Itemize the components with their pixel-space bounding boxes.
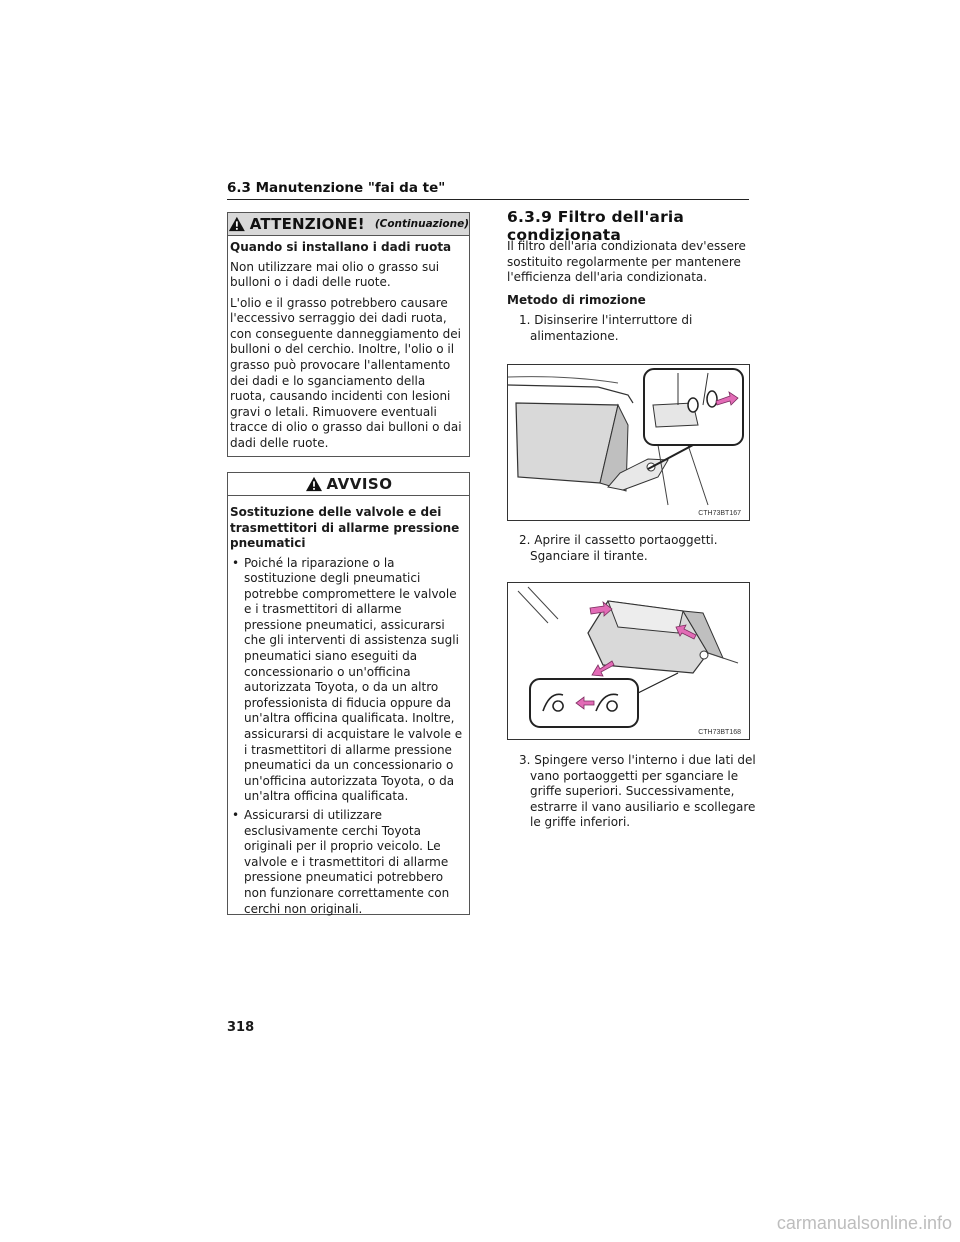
notice-bullet-list [230, 556, 463, 918]
section-header: 6.3 Manutenzione "fai da te" [227, 180, 446, 196]
caution-continued: (Continuazione) [374, 218, 469, 230]
step-1: 1. Disinserire l'interruttore di alimentazione. [519, 313, 693, 343]
figure-code: CTH73BT167 [698, 510, 741, 517]
figure-code: CTH73BT168 [698, 729, 741, 736]
caution-title: ATTENZIONE! [249, 215, 365, 233]
notice-title: AVVISO [326, 475, 393, 493]
page-number: 318 [227, 1020, 255, 1035]
warning-triangle-icon [305, 476, 323, 492]
caution-paragraph-1: Non utilizzare mai olio o grasso sui bulloni o i dadi delle ruote. [230, 259, 440, 290]
caution-header [228, 213, 469, 236]
method-heading: Metodo di rimozione [507, 293, 646, 307]
warning-triangle-icon [228, 216, 246, 232]
bullet-marker: • [232, 808, 240, 822]
right-heading: 6.3.9 Filtro dell'aria condizionata [507, 208, 685, 244]
notice-bullet-2: Assicurarsi di utilizzare esclusivamente cerchi Toyota originali per il proprio veicolo. Le valvole e i trasmettitori di allarme pressione pneumatici potrebbero non funzionare correttamente con cerchi non originali. [244, 808, 450, 916]
bullet-marker: • [232, 555, 240, 570]
notice-bullet-1: Poiché la riparazione o la sostituzione degli pneumatici potrebbe compromettere le valvole e i trasmettitori di allarme pressione pneumatici, assicurarsi che gli interventi di assistenza sugli pneumatici siano eseguiti da concessionario o un'officina autorizzata Toyota, o da un altro professionista di fiducia oppure da un'altra officina qualificata. Inoltre, assicurarsi di acquistare le valvole e i trasmettitori di allarme pressione pneumatici da un concessionario o un'officina autorizzata Toyota, o da un'altra officina qualificata. [244, 555, 463, 804]
step-3: 3. Spingere verso l'interno i due lati del vano portaoggetti per sganciare le griffe superiori. Successivamente, estrarre il vano ausiliario e scollegare le griffe inferiori. [519, 753, 756, 830]
notice-box [227, 472, 470, 915]
list-item [230, 808, 463, 917]
caution-subheading: Quando si installano i dadi ruota [230, 240, 452, 254]
figure-glovebox-switch [507, 364, 750, 521]
figure-glovebox-open [507, 582, 750, 740]
caution-box [227, 212, 470, 457]
notice-subheading: Sostituzione delle valvole e dei trasmettitori di allarme pressione pneumatici [230, 505, 460, 550]
step-2: 2. Aprire il cassetto portaoggetti. Sganciare il tirante. [519, 533, 718, 563]
glovebox-illustration [508, 365, 749, 520]
notice-header [228, 473, 469, 496]
list-item [230, 556, 463, 806]
section-rule [227, 199, 749, 200]
intro-paragraph: Il filtro dell'aria condizionata dev'essere sostituito regolarmente per mantenere l'efficienza dell'aria condizionata. [507, 239, 746, 285]
caution-paragraph-2: L'olio e il grasso potrebbero causare l'eccessivo serraggio dei dadi ruota, con conseguente danneggiamento dei bulloni o del cerchio. Inoltre, l'olio o il grasso può provocare l'allentamento dei dadi e lo sganciamento della ruota, causando incidenti con lesioni gravi o letali. Rimuovere eventuali tracce di olio o grasso dai bulloni o dai dadi delle ruote. [230, 295, 462, 451]
watermark: carmanualsonline.info [776, 1213, 952, 1233]
glovebox-open-illustration [508, 583, 749, 739]
